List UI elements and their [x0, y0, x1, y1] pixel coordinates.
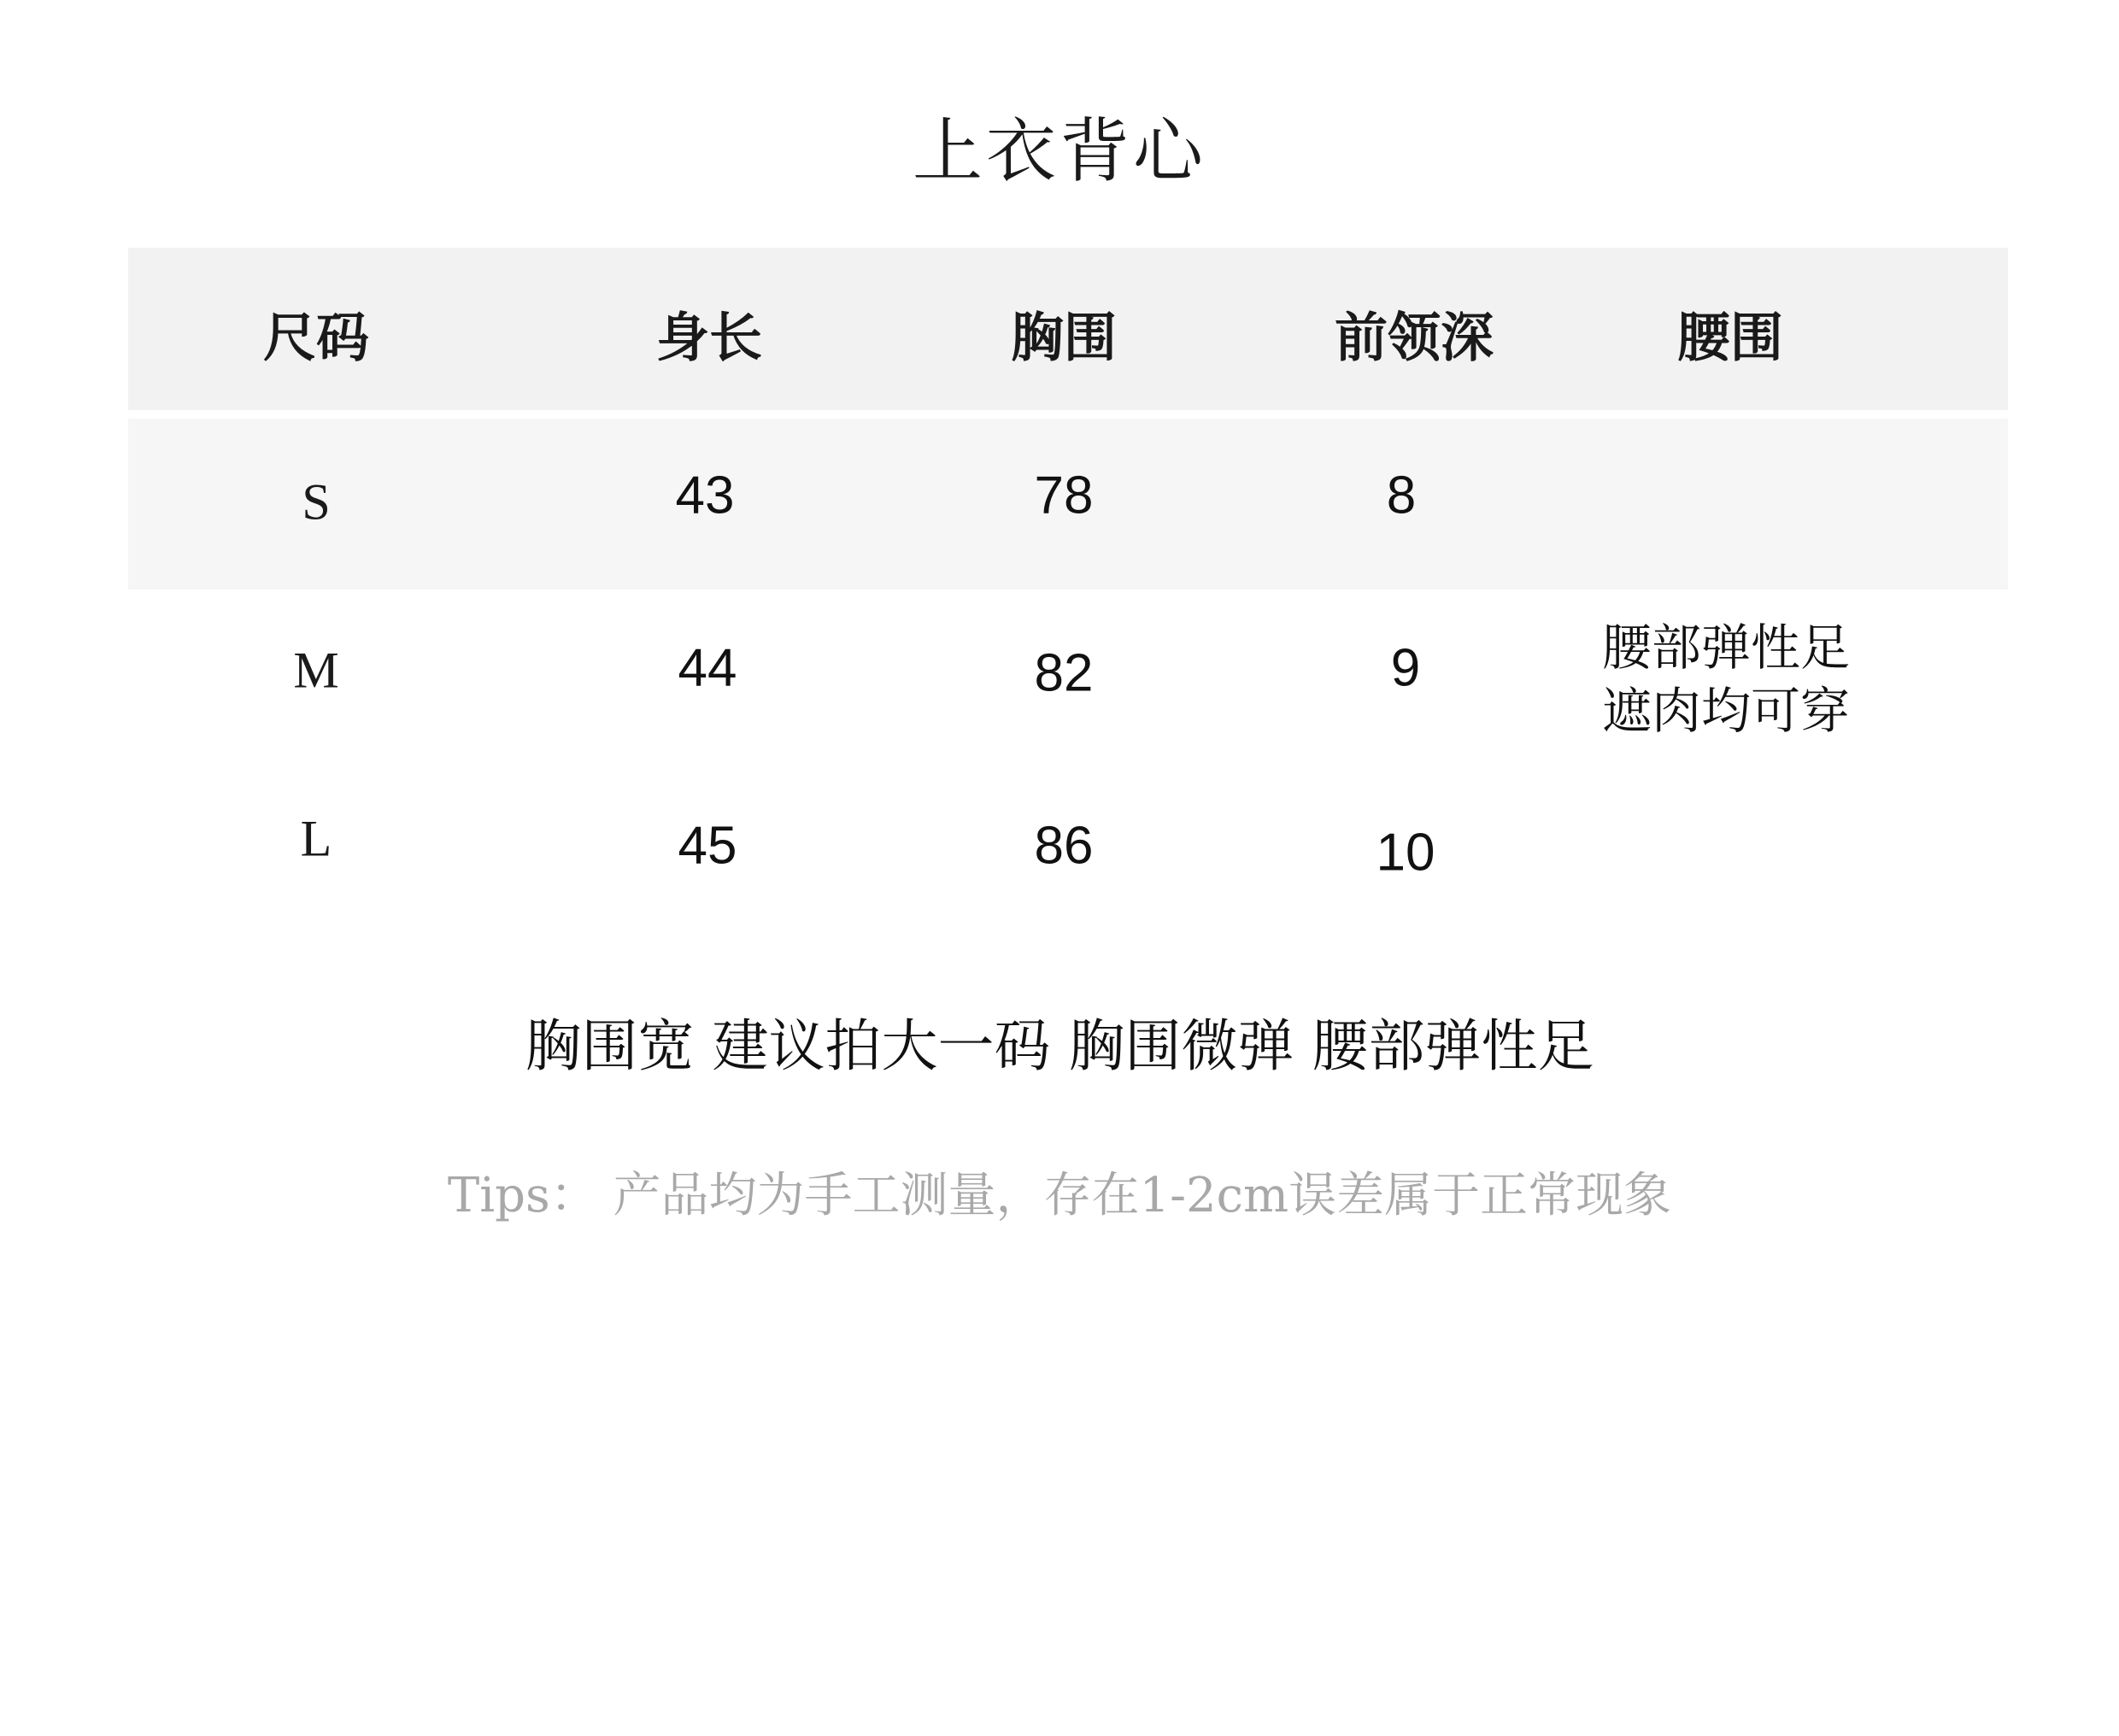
row-chest: 86: [1034, 816, 1094, 876]
waist-note-line2: 遮肉均可穿: [1601, 682, 1851, 740]
row-length: 45: [678, 816, 737, 876]
row-neck-depth: 8: [1386, 466, 1417, 525]
row-neck-depth: 10: [1376, 823, 1435, 883]
row-chest: 82: [1034, 643, 1094, 703]
header-waist: 腰围: [1676, 306, 1784, 369]
row-length: 43: [675, 466, 735, 525]
row-size: L: [300, 810, 332, 867]
row-size: M: [293, 642, 339, 699]
waist-note-line1: 腰部弹性足: [1601, 619, 1851, 677]
measurement-tips: Tips： 产品均为手工测量，存在1-2cm误差属于正常现象: [447, 1168, 1672, 1223]
row-size: S: [302, 473, 331, 531]
row-neck-depth: 9: [1390, 638, 1421, 698]
header-chest: 胸围: [1010, 306, 1118, 369]
row-length: 44: [678, 638, 737, 698]
row-chest: 78: [1034, 466, 1094, 525]
header-size: 尺码: [262, 306, 370, 369]
header-neck-depth: 前领深: [1334, 306, 1494, 369]
waist-note: [1602, 616, 1850, 742]
header-length: 身长: [655, 306, 763, 369]
page-title: 上衣背心: [912, 111, 1206, 192]
sizing-advice: 胸围宽 建议拍大一码 胸围微弹 腰部弹性足: [525, 1013, 1594, 1079]
